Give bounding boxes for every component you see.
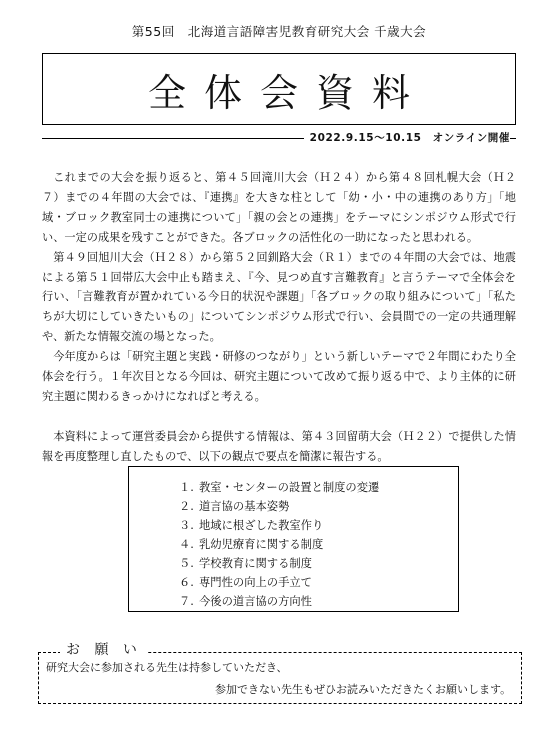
- topic-item: [179, 592, 458, 611]
- topics-list: [129, 467, 458, 611]
- topics-box: [128, 466, 459, 612]
- topic-number: ７.: [179, 595, 194, 608]
- request-title: お 願 い: [60, 639, 148, 659]
- title-box: [42, 53, 516, 125]
- topic-number: １.: [179, 481, 194, 494]
- topic-label: 専門性の向上の手立て: [199, 576, 312, 589]
- topic-number: ２.: [179, 500, 194, 513]
- topic-item: [179, 554, 458, 573]
- document-title: 全体会資料: [147, 70, 428, 115]
- topic-label: 地域に根ざした教室作り: [199, 519, 324, 532]
- topic-item: [179, 573, 458, 592]
- paragraph: 本資料によって運営委員会から提供する情報は、第４３回留萌大会（Ｈ２２）で提供した情報を再度整理し直したもので、以下の観点で要点を簡潔に報告する。: [42, 429, 516, 463]
- paragraph: 第４９回旭川大会（Ｈ２８）から第５２回釧路大会（Ｒ１）までの４年間の大会では、地震による第５１回帯広大会中止も踏まえ、『今、見つめ直す言難教育』と言うテーマで全体会を行い、「言難教育が置かれている今日的状況や課題」「各ブロックの取り組みについて」「私たちが大切にしていきたいもの」についてシンポジウム形式で行い、会員間での一定の共通理解や、新たな情報交流の場となった。: [42, 250, 516, 344]
- topic-item: [179, 535, 458, 554]
- event-date: 2022.9.15～10.15 オンライン開催: [304, 130, 510, 145]
- paragraph: 今年度からは「研究主題と実践・研修のつながり」という新しいテーマで２年間にわたり全体会を行う。１年次目となる今回は、研究主題について改めて振り返る中で、より主体的に研究主題に関わるきっかけになればと考える。: [42, 350, 516, 403]
- topic-item: [179, 497, 458, 516]
- topic-label: 道言協の基本姿勢: [199, 500, 290, 513]
- topic-label: 今後の道言協の方向性: [199, 595, 312, 608]
- topic-item: [179, 516, 458, 535]
- body-text: [42, 168, 516, 467]
- topic-number: ３.: [179, 519, 194, 532]
- topic-label: 乳幼児療育に関する制度: [199, 538, 324, 551]
- topic-item: [179, 478, 458, 497]
- paragraph: これまでの大会を振り返ると、第４５回滝川大会（Ｈ２４）から第４８回札幌大会（Ｈ２７）までの４年間の大会では、『連携』を大きな柱として「幼・小・中の連携のあり方」「地域・ブロック教室同士の連携について」「親の会との連携」をテーマにシンポジウム形式で行い、一定の成果を残すことができた。各ブロックの活性化の一助になったと思われる。: [42, 171, 516, 244]
- request-text-line: 参加できない先生もぜひお読みいただきたくお願いします。: [215, 683, 512, 696]
- topic-number: ５.: [179, 557, 194, 570]
- topic-number: ６.: [179, 576, 194, 589]
- topic-label: 学校教育に関する制度: [199, 557, 312, 570]
- conference-header: 第55回 北海道言語障害児教育研究大会 千歳大会: [131, 24, 427, 39]
- topic-number: ４.: [179, 538, 194, 551]
- request-text-line: 研究大会に参加される先生は持参していただき、: [46, 661, 288, 674]
- date-line: [42, 129, 516, 147]
- topic-label: 教室・センターの設置と制度の変遷: [199, 481, 380, 494]
